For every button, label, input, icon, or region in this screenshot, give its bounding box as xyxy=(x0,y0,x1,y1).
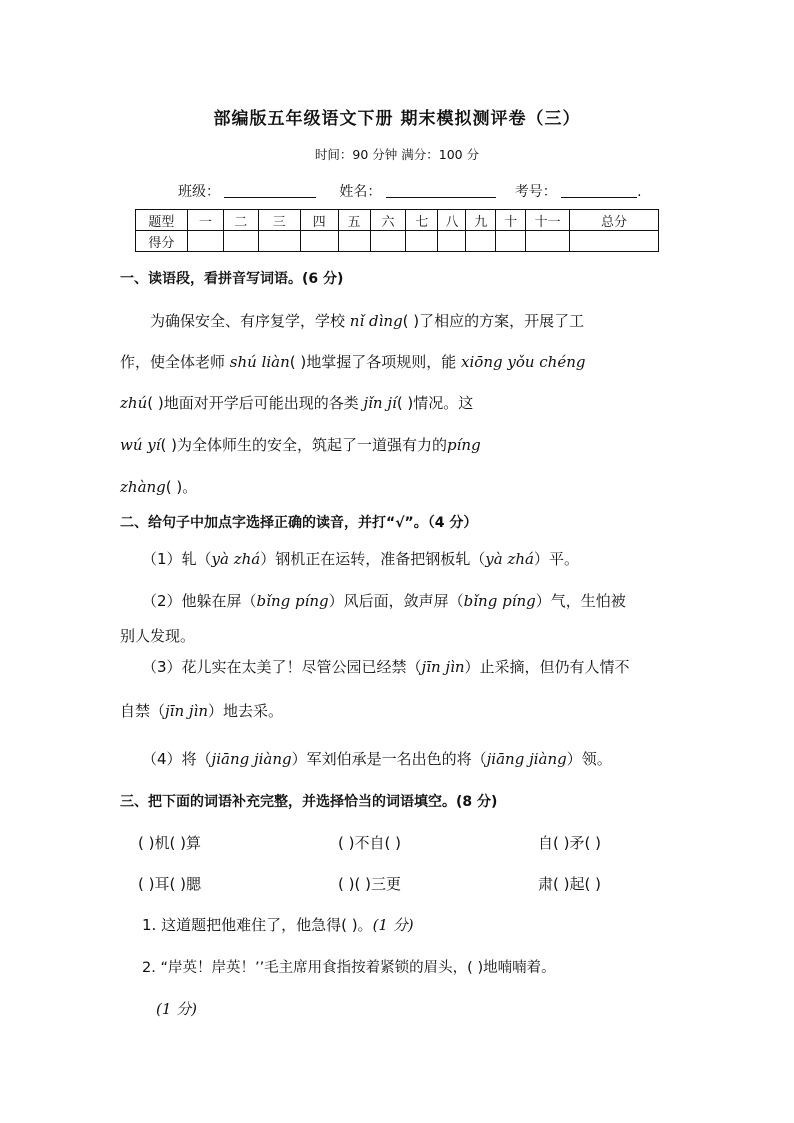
table-header-cell: 二 xyxy=(223,210,258,231)
class-field[interactable] xyxy=(224,183,316,198)
table-header-cell: 十 xyxy=(496,210,526,231)
score-cell[interactable] xyxy=(300,231,338,252)
table-header-cell: 七 xyxy=(406,210,438,231)
student-info-line: 班级： 姓名： 考号： . xyxy=(178,184,642,200)
section-3-title: 三、把下面的词语补充完整，并选择恰当的词语填空。(8 分) xyxy=(120,794,498,810)
table-header-cell: 一 xyxy=(187,210,223,231)
idiom-blank-3[interactable]: 自( )矛( ) xyxy=(538,834,601,852)
score-cell[interactable] xyxy=(526,231,570,252)
score-cell[interactable] xyxy=(466,231,496,252)
question-2-4: （4）将（jiāng jiàng）军刘伯承是一名出色的将（jiāng jiàng）领。 xyxy=(142,750,612,768)
pinyin-choice[interactable]: yà zhá xyxy=(485,550,534,568)
table-header-cell: 八 xyxy=(438,210,466,231)
question-2-1: （1）轧（yà zhá）钢机正在运转，准备把钢板轧（yà zhá）平。 xyxy=(142,550,579,568)
question-2-2-cont: 别人发现。 xyxy=(120,627,196,645)
score-cell[interactable] xyxy=(223,231,258,252)
question-2-2: （2）他躲在屏（bǐng píng）风后面，敛声屏（bǐng píng）气，生怕被 xyxy=(142,592,626,610)
pinyin-prompt: zhàng xyxy=(120,478,166,496)
pinyin-prompt: xiōng yǒu chéng xyxy=(461,353,586,371)
section-1-line-5 xyxy=(120,476,197,497)
page-title: 部编版五年级语文下册 期末模拟测评卷（三） xyxy=(213,109,581,129)
table-header-cell: 六 xyxy=(370,210,406,231)
section-2-title: 二、给句子中加点字选择正确的读音，并打“√”。（4 分） xyxy=(120,515,478,531)
section-1-line-2: 作，使全体老师 shú liàn( )地掌握了各项规则，能 xiōng yǒu chéng xyxy=(120,353,586,371)
question-2-3: （3）花儿实在太美了！尽管公园已经禁（jīn jìn）止采摘，但仍有人情不 xyxy=(142,658,630,676)
question-2-3-cont: 自禁（jīn jìn）地去采。 xyxy=(120,702,284,720)
score-cell[interactable] xyxy=(406,231,438,252)
section-1-line-1: 为确保安全、有序复学，学校 nǐ dìng( )了相应的方案，开展了工 xyxy=(150,312,585,330)
section-1-line-3 xyxy=(120,392,473,413)
answer-blank[interactable]: ( )地面对开学后可能出现的各类 xyxy=(147,394,364,412)
answer-blank[interactable]: ( )为全体师生的安全，筑起了一道强有力的 xyxy=(160,436,448,454)
idiom-blank-4[interactable]: ( )耳( )腮 xyxy=(138,875,201,893)
pinyin-prompt: shú liàn xyxy=(229,353,290,371)
pinyin-choice[interactable]: yà zhá xyxy=(211,550,261,568)
pinyin-choice[interactable]: jīn jìn xyxy=(165,702,209,720)
section-1-line-4 xyxy=(120,434,481,455)
pinyin-prompt: nǐ dìng xyxy=(349,312,403,330)
table-header-cell: 题型 xyxy=(136,210,188,231)
table-header-cell: 九 xyxy=(466,210,496,231)
score-table-score-row xyxy=(136,231,659,252)
table-header-cell: 总分 xyxy=(570,210,659,231)
points-label: (1 分) xyxy=(156,1000,198,1018)
points-label: (1 分) xyxy=(372,916,414,934)
score-row-label: 得分 xyxy=(136,231,188,252)
question-3-2[interactable]: 2. “岸英！岸英！’’毛主席用食指按着紧锁的眉头，( )地喃喃着。 xyxy=(142,960,556,976)
score-cell[interactable] xyxy=(370,231,406,252)
score-cell[interactable] xyxy=(338,231,370,252)
answer-blank[interactable]: ( )了相应的方案，开展了工 xyxy=(402,312,585,330)
number-label: 考号： xyxy=(514,184,557,200)
table-header-cell: 五 xyxy=(338,210,370,231)
idiom-blank-5[interactable]: ( )( )三更 xyxy=(338,875,401,893)
table-header-cell: 十一 xyxy=(526,210,570,231)
pinyin-choice[interactable]: jīn jìn xyxy=(421,658,465,676)
score-cell[interactable] xyxy=(187,231,223,252)
pinyin-prompt: jǐn jí xyxy=(363,394,397,412)
section-1-title: 一、读语段，看拼音写词语。(6 分) xyxy=(120,271,344,287)
idiom-blank-2[interactable]: ( )不自( ) xyxy=(338,834,401,852)
pinyin-prompt: wú yí xyxy=(120,436,161,454)
answer-blank[interactable]: ( )。 xyxy=(165,478,198,496)
pinyin-prompt: píng xyxy=(447,436,481,454)
table-header-cell: 四 xyxy=(300,210,338,231)
table-header-cell: 三 xyxy=(258,210,300,231)
score-table-header-row xyxy=(136,210,659,231)
pinyin-choice[interactable]: bǐng píng xyxy=(463,592,536,610)
idiom-blank-1[interactable]: ( )机( )算 xyxy=(138,834,201,852)
name-field[interactable] xyxy=(386,183,496,198)
score-cell[interactable] xyxy=(438,231,466,252)
score-cell[interactable] xyxy=(496,231,526,252)
question-3-1 xyxy=(142,914,414,935)
answer-blank[interactable]: 1. 这道题把他难住了，他急得( )。 xyxy=(142,916,373,934)
pinyin-choice[interactable]: jiāng jiàng xyxy=(486,750,567,768)
pinyin-prompt: zhú xyxy=(120,394,148,412)
class-label: 班级： xyxy=(178,184,220,200)
score-cell[interactable] xyxy=(570,231,659,252)
score-table xyxy=(135,209,659,252)
idiom-blank-6[interactable]: 肃( )起( ) xyxy=(538,875,601,893)
number-field[interactable] xyxy=(561,183,637,198)
answer-blank[interactable]: ( )情况。这 xyxy=(396,394,474,412)
score-cell[interactable] xyxy=(258,231,300,252)
name-label: 姓名： xyxy=(339,184,382,200)
pinyin-choice[interactable]: jiāng jiàng xyxy=(211,750,292,768)
exam-meta: 时间：90 分钟 满分：100 分 xyxy=(314,147,480,162)
answer-blank[interactable]: ( )地掌握了各项规则，能 xyxy=(289,353,462,371)
pinyin-choice[interactable]: bǐng píng xyxy=(256,592,329,610)
